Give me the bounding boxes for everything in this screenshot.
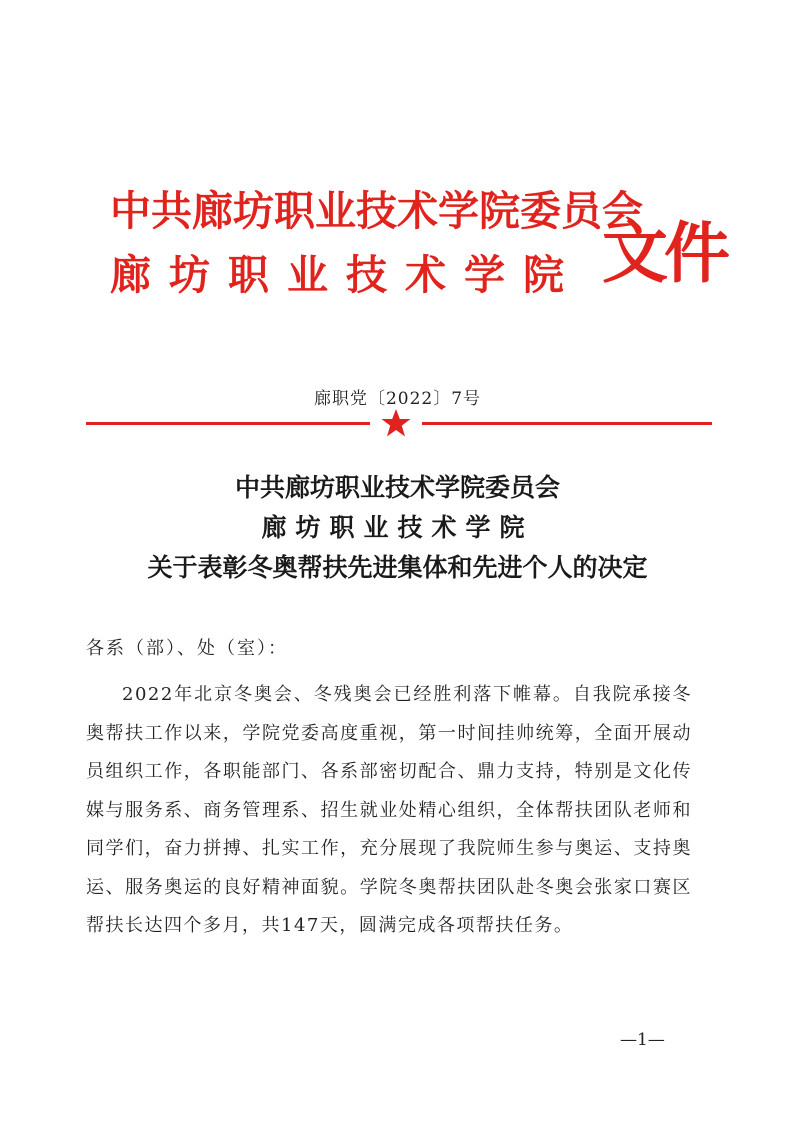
- red-masthead: [100, 178, 726, 308]
- star-icon: [380, 408, 412, 438]
- title-line2: 廊坊职业技术学院: [261, 513, 534, 542]
- title-line1: 中共廊坊职业技术学院委员会: [234, 473, 560, 502]
- masthead-suffix: 文件: [602, 215, 726, 292]
- body-paragraph: 2022年北京冬奥会、冬残奥会已经胜利落下帷幕。自我院承接冬奥帮扶工作以来，学院党委高度重视，第一时间挂帅统筹，全面开展动员组织工作，各职能部门、各系部密切配合、鼎力支持，特别是文化传媒与服务系、商务管理系、招生就业处精心组织，全体帮扶团队老师和同学们，奋力拼搏、扎实工作，充分展现了我院师生参与奥运、支持奥运、服务奥运的良好精神面貌。学院冬奥帮扶团队赴冬奥会张家口赛区帮扶长达四个多月，共147天，圆满完成各项帮扶任务。: [86, 684, 692, 936]
- masthead-line1: 中共廊坊职业技术学院委员会: [110, 187, 643, 235]
- page-number: —1—: [620, 1030, 665, 1050]
- title-line3: 关于表彰冬奥帮扶先进集体和先进个人的决定: [147, 553, 648, 582]
- document-number: 廊职党〔2022〕7号: [313, 389, 482, 409]
- addressee: 各系（部）、处（室）：: [86, 638, 288, 659]
- red-rule-right: [422, 422, 712, 425]
- masthead-line2: 廊坊职业技术学院: [110, 251, 582, 299]
- red-rule-left: [86, 422, 370, 425]
